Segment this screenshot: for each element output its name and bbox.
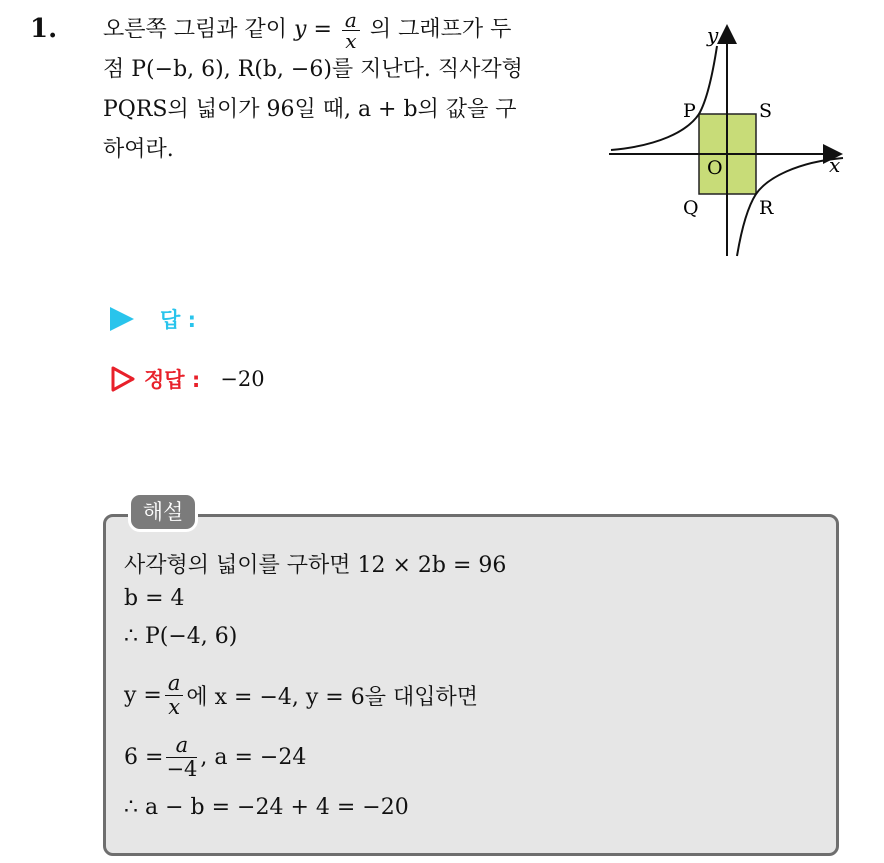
correct-answer-label: 정답 : bbox=[144, 368, 201, 392]
label-q: Q bbox=[683, 197, 699, 219]
solution-line-6: ∴ a − b = −24 + 4 = −20 bbox=[124, 795, 409, 820]
question-line-1: 오른쪽 그림과 같이 y = $\frac{a}{x}$ 의 그래프가 두 bbox=[103, 7, 512, 53]
solution-tag: 해설 bbox=[128, 492, 198, 532]
question-line-3: PQRS의 넓이가 96일 때, a + b의 값을 구 bbox=[103, 97, 517, 122]
label-r: R bbox=[759, 197, 774, 219]
label-p: P bbox=[683, 100, 696, 122]
label-s: S bbox=[759, 100, 773, 122]
solution-line-3: ∴ P(−4, 6) bbox=[124, 624, 238, 649]
answer-row bbox=[110, 304, 196, 334]
solution-line-4: y = $\frac{a}{x}$ 에 x = −4, y = 6을 대입하면 bbox=[124, 670, 478, 719]
solution-fraction-a-over-minus4: $\frac{a}{-4}$ bbox=[166, 732, 198, 781]
answer-label: 답 : bbox=[160, 308, 196, 332]
correct-answer-row bbox=[110, 364, 265, 394]
question-line-2: 점 P(−b, 6), R(b, −6)를 지난다. 직사각형 bbox=[103, 57, 523, 82]
solution-fraction-a-over-x: $\frac{a}{x}$ bbox=[165, 673, 184, 718]
label-y: y bbox=[707, 23, 719, 47]
hyperbola-graph bbox=[607, 22, 847, 262]
label-o: O bbox=[707, 157, 723, 179]
question-text bbox=[103, 7, 583, 170]
play-triangle-icon bbox=[110, 307, 134, 331]
correct-answer-value: −20 bbox=[220, 367, 265, 391]
outline-triangle-icon bbox=[110, 365, 136, 393]
solution-content bbox=[124, 548, 506, 828]
question-number: 1. bbox=[30, 14, 58, 44]
solution-line-1: 사각형의 넓이를 구하면 12 × 2b = 96 bbox=[124, 553, 507, 578]
label-x: x bbox=[829, 153, 841, 177]
fraction-a-over-x: $\frac{a}{x}$ bbox=[342, 11, 360, 50]
question-line-4: 하여라. bbox=[103, 137, 174, 162]
solution-line-2: b = 4 bbox=[124, 586, 185, 611]
solution-line-5: 6 = $\frac{a}{-4}$ , a = −24 bbox=[124, 732, 307, 781]
